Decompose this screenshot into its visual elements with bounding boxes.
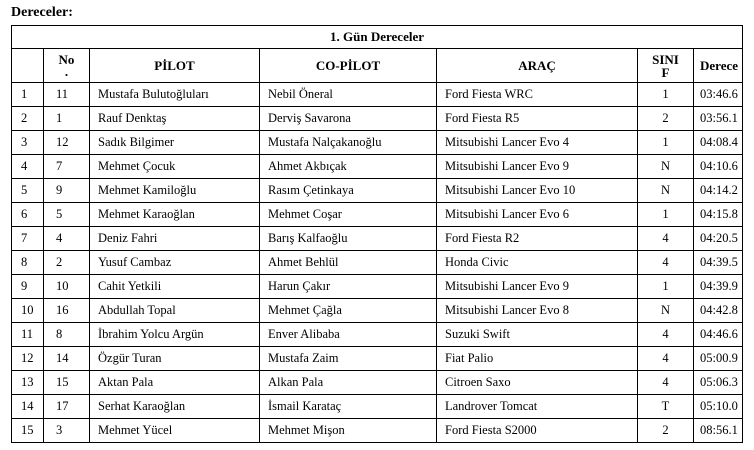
car-number-cell: 17 <box>44 395 90 419</box>
rank-cell: 7 <box>12 227 44 251</box>
derece-cell: 04:08.4 <box>694 131 743 155</box>
sinif-cell: 2 <box>638 107 694 131</box>
table-row <box>12 347 743 371</box>
derece-cell: 08:56.1 <box>694 419 743 443</box>
rank-cell: 8 <box>12 251 44 275</box>
rank-cell: 10 <box>12 299 44 323</box>
rank-cell: 4 <box>12 155 44 179</box>
car-number-cell: 11 <box>44 83 90 107</box>
arac-cell: Ford Fiesta R2 <box>437 227 638 251</box>
table-body <box>12 83 743 443</box>
derece-header: Derece <box>694 49 743 83</box>
copilot-cell: Barış Kalfaoğlu <box>260 227 437 251</box>
no-header-line1: No <box>58 51 75 67</box>
arac-cell: Mitsubishi Lancer Evo 9 <box>437 275 638 299</box>
pilot-cell: Abdullah Topal <box>90 299 260 323</box>
rank-header <box>12 49 44 83</box>
sinif-cell: 4 <box>638 251 694 275</box>
pilot-cell: Mehmet Kamiloğlu <box>90 179 260 203</box>
derece-cell: 04:39.9 <box>694 275 743 299</box>
arac-cell: Mitsubishi Lancer Evo 9 <box>437 155 638 179</box>
sinif-cell: 1 <box>638 275 694 299</box>
arac-cell: Ford Fiesta WRC <box>437 83 638 107</box>
copilot-cell: Rasım Çetinkaya <box>260 179 437 203</box>
copilot-cell: Nebil Öneral <box>260 83 437 107</box>
copilot-cell: Mustafa Nalçakanoğlu <box>260 131 437 155</box>
table-row <box>12 107 743 131</box>
derece-cell: 04:15.8 <box>694 203 743 227</box>
sinif-cell: N <box>638 155 694 179</box>
copilot-cell: İsmail Karataç <box>260 395 437 419</box>
pilot-cell: Cahit Yetkili <box>90 275 260 299</box>
sinif-cell: 2 <box>638 419 694 443</box>
rank-cell: 12 <box>12 347 44 371</box>
derece-cell: 05:10.0 <box>694 395 743 419</box>
car-number-cell: 8 <box>44 323 90 347</box>
table-row <box>12 179 743 203</box>
derece-cell: 04:46.6 <box>694 323 743 347</box>
car-number-cell: 9 <box>44 179 90 203</box>
rank-cell: 13 <box>12 371 44 395</box>
car-number-cell: 4 <box>44 227 90 251</box>
table-row <box>12 155 743 179</box>
arac-cell: Mitsubishi Lancer Evo 10 <box>437 179 638 203</box>
car-number-cell: 2 <box>44 251 90 275</box>
rank-cell: 15 <box>12 419 44 443</box>
pilot-cell: Serhat Karaoğlan <box>90 395 260 419</box>
table-row <box>12 323 743 347</box>
sinif-header-line1: SINI <box>652 51 679 67</box>
no-header <box>44 49 90 83</box>
copilot-header: CO-PİLOT <box>260 49 437 83</box>
pilot-cell: Özgür Turan <box>90 347 260 371</box>
derece-cell: 03:46.6 <box>694 83 743 107</box>
copilot-cell: Harun Çakır <box>260 275 437 299</box>
pilot-cell: Mehmet Yücel <box>90 419 260 443</box>
car-number-cell: 12 <box>44 131 90 155</box>
table-row <box>12 227 743 251</box>
sinif-header-line2: F <box>661 64 670 80</box>
derece-cell: 05:06.3 <box>694 371 743 395</box>
pilot-cell: Mehmet Çocuk <box>90 155 260 179</box>
pilot-cell: Mustafa Bulutoğluları <box>90 83 260 107</box>
pilot-header: PİLOT <box>90 49 260 83</box>
arac-cell: Ford Fiesta S2000 <box>437 419 638 443</box>
car-number-cell: 1 <box>44 107 90 131</box>
rank-cell: 2 <box>12 107 44 131</box>
derece-cell: 04:10.6 <box>694 155 743 179</box>
derece-cell: 04:20.5 <box>694 227 743 251</box>
rank-cell: 1 <box>12 83 44 107</box>
copilot-cell: Mustafa Zaim <box>260 347 437 371</box>
copilot-cell: Mehmet Mişon <box>260 419 437 443</box>
car-number-cell: 3 <box>44 419 90 443</box>
rank-cell: 6 <box>12 203 44 227</box>
derece-cell: 03:56.1 <box>694 107 743 131</box>
car-number-cell: 14 <box>44 347 90 371</box>
table-row <box>12 395 743 419</box>
car-number-cell: 16 <box>44 299 90 323</box>
sinif-cell: 1 <box>638 131 694 155</box>
copilot-cell: Ahmet Behlül <box>260 251 437 275</box>
results-table <box>11 25 743 443</box>
sinif-cell: 4 <box>638 347 694 371</box>
arac-cell: Honda Civic <box>437 251 638 275</box>
pilot-cell: Rauf Denktaş <box>90 107 260 131</box>
sinif-cell: 1 <box>638 203 694 227</box>
table-title: 1. Gün Dereceler <box>12 26 743 49</box>
sinif-cell: 4 <box>638 227 694 251</box>
sinif-cell: 1 <box>638 83 694 107</box>
section-heading: Dereceler: <box>11 5 73 20</box>
copilot-cell: Mehmet Çağla <box>260 299 437 323</box>
pilot-cell: Aktan Pala <box>90 371 260 395</box>
arac-cell: Ford Fiesta R5 <box>437 107 638 131</box>
pilot-cell: Mehmet Karaoğlan <box>90 203 260 227</box>
table-row <box>12 371 743 395</box>
rank-cell: 11 <box>12 323 44 347</box>
car-number-cell: 5 <box>44 203 90 227</box>
sinif-cell: 4 <box>638 323 694 347</box>
arac-cell: Landrover Tomcat <box>437 395 638 419</box>
sinif-cell: 4 <box>638 371 694 395</box>
car-number-cell: 10 <box>44 275 90 299</box>
car-number-cell: 15 <box>44 371 90 395</box>
car-number-cell: 7 <box>44 155 90 179</box>
arac-cell: Suzuki Swift <box>437 323 638 347</box>
derece-cell: 04:42.8 <box>694 299 743 323</box>
pilot-cell: Deniz Fahri <box>90 227 260 251</box>
copilot-cell: Derviş Savarona <box>260 107 437 131</box>
pilot-cell: İbrahim Yolcu Argün <box>90 323 260 347</box>
table-row <box>12 419 743 443</box>
pilot-cell: Yusuf Cambaz <box>90 251 260 275</box>
copilot-cell: Alkan Pala <box>260 371 437 395</box>
copilot-cell: Ahmet Akbıçak <box>260 155 437 179</box>
table-row <box>12 203 743 227</box>
sinif-cell: T <box>638 395 694 419</box>
rank-cell: 9 <box>12 275 44 299</box>
table-row <box>12 83 743 107</box>
arac-cell: Citroen Saxo <box>437 371 638 395</box>
derece-cell: 04:39.5 <box>694 251 743 275</box>
copilot-cell: Mehmet Coşar <box>260 203 437 227</box>
rank-cell: 5 <box>12 179 44 203</box>
table-row <box>12 251 743 275</box>
rank-cell: 14 <box>12 395 44 419</box>
table-row <box>12 275 743 299</box>
derece-cell: 05:00.9 <box>694 347 743 371</box>
derece-cell: 04:14.2 <box>694 179 743 203</box>
no-header-line2: . <box>64 63 69 79</box>
arac-cell: Mitsubishi Lancer Evo 4 <box>437 131 638 155</box>
sinif-header <box>638 49 694 83</box>
rank-cell: 3 <box>12 131 44 155</box>
arac-cell: Fiat Palio <box>437 347 638 371</box>
table-row <box>12 299 743 323</box>
pilot-cell: Sadık Bilgimer <box>90 131 260 155</box>
sinif-cell: N <box>638 299 694 323</box>
copilot-cell: Enver Alibaba <box>260 323 437 347</box>
sinif-cell: N <box>638 179 694 203</box>
arac-header: ARAÇ <box>437 49 638 83</box>
arac-cell: Mitsubishi Lancer Evo 6 <box>437 203 638 227</box>
table-row <box>12 131 743 155</box>
arac-cell: Mitsubishi Lancer Evo 8 <box>437 299 638 323</box>
